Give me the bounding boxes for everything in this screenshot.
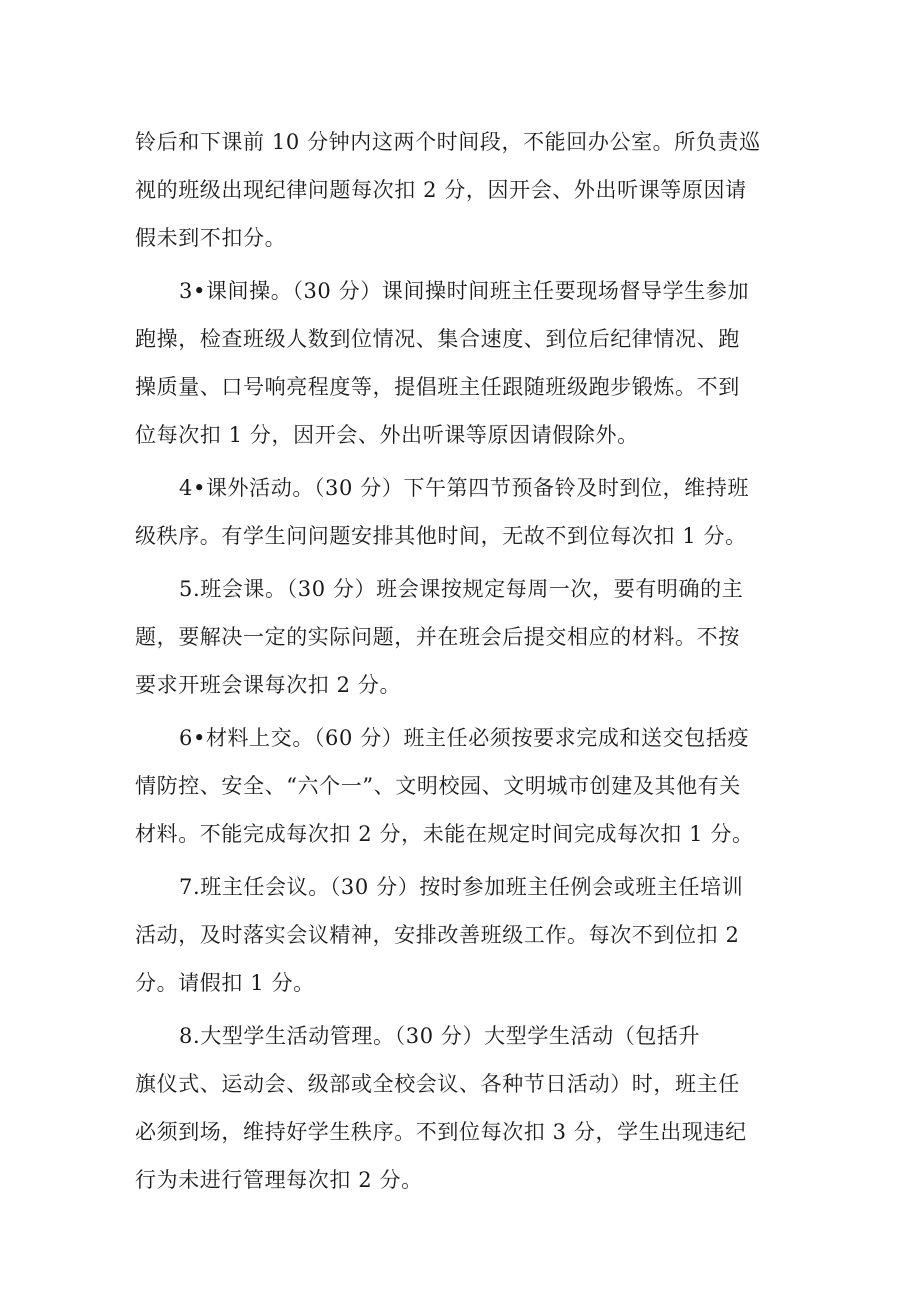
text-line: 跑操，检查班级人数到位情况、集合速度、到位后纪律情况、跑 (135, 327, 740, 351)
text-line: 分。请假扣 1 分。 (135, 971, 315, 995)
text-line: 题，要解决一定的实际问题，并在班会后提交相应的材料。不按 (135, 625, 740, 649)
text-line: 4•课外活动。（30 分）下午第四节预备铃及时到位，维持班 (179, 476, 750, 500)
text-line: 6•材料上交。（60 分）班主任必须按要求完成和送交包括疫 (179, 726, 750, 750)
text-line: 旗仪式、运动会、级部或全校会议、各种节日活动）时，班主任 (135, 1072, 740, 1096)
text-line: 材料。不能完成每次扣 2 分，未能在规定时间完成每次扣 1 分。 (135, 822, 754, 846)
text-line: 必须到场，维持好学生秩序。不到位每次扣 3 分，学生出现违纪 (135, 1120, 747, 1144)
paragraph-item-6 (135, 714, 795, 858)
text-line: 要求开班会课每次扣 2 分。 (135, 673, 402, 697)
text-line: 7.班主任会议。（30 分）按时参加班主任例会或班主任培训 (179, 875, 744, 899)
text-line: 活动，及时落实会议精神，安排改善班级工作。每次不到位扣 2 (135, 923, 740, 947)
paragraph-item-5 (135, 565, 795, 709)
text-line: 8.大型学生活动管理。（30 分）大型学生活动（包括升 (179, 1024, 701, 1048)
paragraph-item-8 (135, 1012, 795, 1204)
paragraph-item-7 (135, 863, 795, 1007)
text-line: 5.班会课。（30 分）班会课按规定每周一次，要有明确的主 (179, 577, 744, 601)
paragraph-item-3 (135, 267, 795, 459)
text-line: 级秩序。有学生问问题安排其他时间，无故不到位每次扣 1 分。 (135, 524, 747, 548)
paragraph-item-4 (135, 464, 795, 560)
text-line: 视的班级出现纪律问题每次扣 2 分，因开会、外出听课等原因请 (135, 178, 747, 202)
text-line: 行为未进行管理每次扣 2 分。 (135, 1168, 423, 1192)
text-line: 位每次扣 1 分，因开会、外出听课等原因请假除外。 (135, 423, 639, 447)
text-line: 3•课间操。（30 分）课间操时间班主任要现场督导学生参加 (179, 279, 750, 303)
text-line: 假未到不扣分。 (135, 226, 287, 250)
text-line: 铃后和下课前 10 分钟内这两个时间段，不能回办公室。所负责巡 (135, 130, 761, 154)
text-line: 情防控、安全、“六个一”、文明校园、文明城市创建及其他有关 (135, 774, 741, 798)
text-line: 操质量、口号响亮程度等，提倡班主任跟随班级跑步锻炼。不到 (135, 375, 740, 399)
paragraph-continuation (135, 118, 795, 262)
document-body (135, 118, 795, 1204)
